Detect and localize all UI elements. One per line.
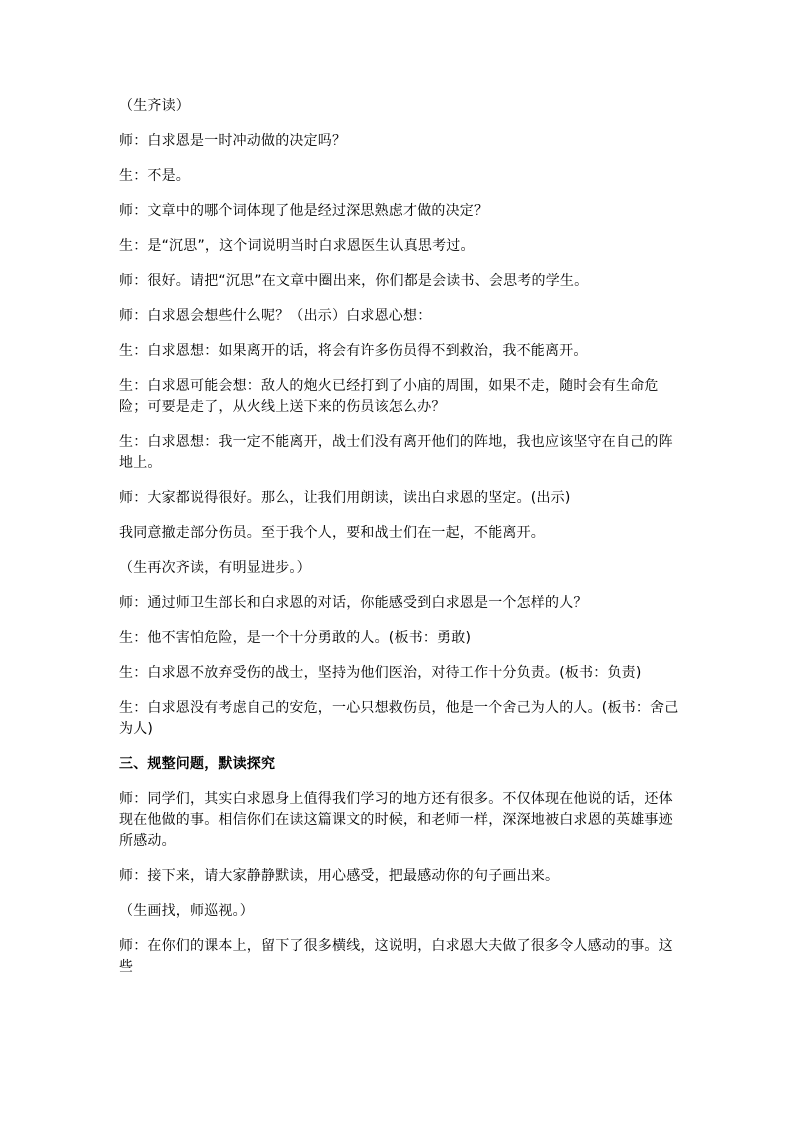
paragraph-5: 生：是“沉思”，这个词说明当时白求恩医生认真思考过。 xyxy=(119,238,475,254)
paragraph-19: 师：同学们，其实白求恩身上值得我们学习的地方还有很多。不仅体现在他说的话，还体现在他做的事。相信你们在读这篇课文的时候，和老师一样，深深地被白求恩的英雄事迹所感动。 xyxy=(119,791,673,849)
paragraph-1: （生齐读） xyxy=(119,98,190,114)
paragraph-12: 我同意撤走部分伤员。至于我个人，要和战士们在一起，不能离开。 xyxy=(119,525,545,541)
paragraph-13: （生再次齐读，有明显进步。） xyxy=(119,560,311,576)
paragraph-10: 生：白求恩想：我一定不能离开，战士们没有离开他们的阵地，我也应该坚守在自己的阵地上。 xyxy=(119,434,673,471)
section-heading: 三、规整问题，默读探究 xyxy=(119,756,276,772)
paragraph-2: 师：白求恩是一时冲动做的决定吗？ xyxy=(119,133,347,149)
paragraph-7: 师：白求恩会想些什么呢？（出示）白求恩心想： xyxy=(119,308,432,324)
paragraph-4: 师：文章中的哪个词体现了他是经过深思熟虑才做的决定？ xyxy=(119,203,489,219)
paragraph-17: 生：白求恩没有考虑自己的安危，一心只想救伤员，他是一个舍己为人的人。(板书：舍己为人) xyxy=(119,700,679,737)
paragraph-21: （生画找，师巡视。） xyxy=(119,903,254,919)
paragraph-3: 生：不是。 xyxy=(119,168,190,184)
document-page xyxy=(119,96,679,992)
paragraph-22: 师：在你们的课本上，留下了很多横线，这说明，白求恩大夫做了很多令人感动的事。这些 xyxy=(119,938,673,975)
paragraph-16: 生：白求恩不放弃受伤的战士，坚持为他们医治，对待工作十分负责。(板书：负责) xyxy=(119,665,642,681)
paragraph-8: 生：白求恩想：如果离开的话，将会有许多伤员得不到救治，我不能离开。 xyxy=(119,343,588,359)
paragraph-15: 生：他不害怕危险，是一个十分勇敢的人。(板书：勇敢) xyxy=(119,630,472,646)
paragraph-20: 师：接下来，请大家静静默读，用心感受，把最感动你的句子画出来。 xyxy=(119,868,560,884)
paragraph-6: 师：很好。请把“沉思”在文章中圈出来，你们都是会读书、会思考的学生。 xyxy=(119,273,589,289)
paragraph-9: 生：白求恩可能会想：敌人的炮火已经打到了小庙的周围，如果不走，随时会有生命危险；可要是走了，从火线上送下来的伤员该怎么办？ xyxy=(119,378,659,415)
paragraph-11: 师：大家都说得很好。那么，让我们用朗读，读出白求恩的坚定。(出示) xyxy=(119,490,571,506)
paragraph-14: 师：通过师卫生部长和白求恩的对话，你能感受到白求恩是一个怎样的人？ xyxy=(119,595,588,611)
